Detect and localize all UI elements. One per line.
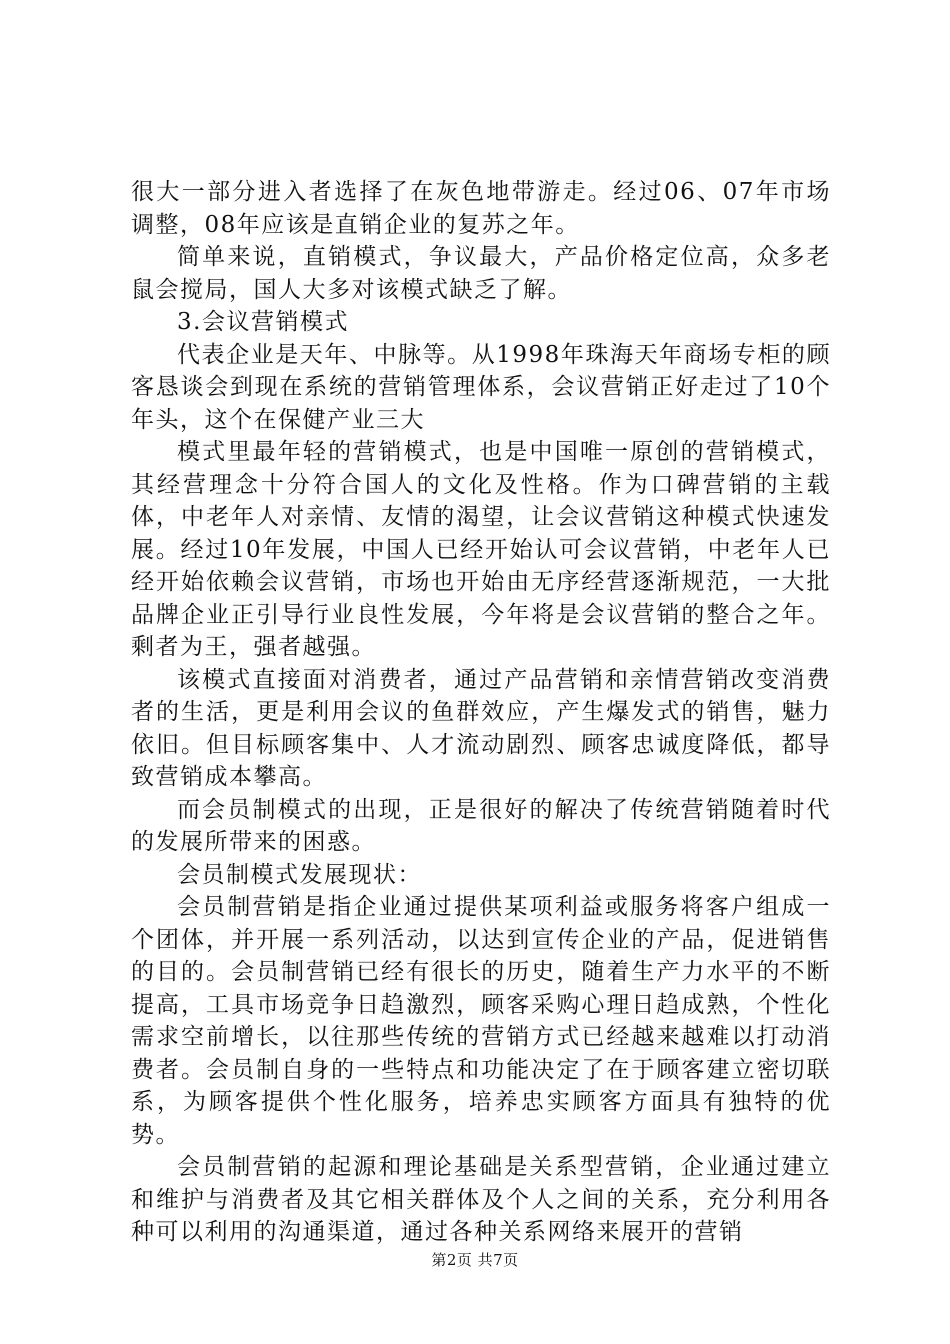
- paragraph: 会员制营销的起源和理论基础是关系型营销，企业通过建立和维护与消费者及其它相关群体及个人之间的关系，充分利用各种可以利用的沟通渠道，通过各种关系网络来展开的营销: [131, 1154, 831, 1245]
- paragraph: 很大一部分进入者选择了在灰色地带游走。经过06、07年市场调整，08年应该是直销企业的复苏之年。: [131, 179, 831, 238]
- page-footer: [0, 1250, 950, 1270]
- body-text: [131, 176, 831, 1249]
- page-number: 第2页 共7页: [431, 1251, 519, 1269]
- paragraph: 而会员制模式的出现，正是很好的解决了传统营销随着时代的发展所带来的困惑。: [131, 796, 831, 855]
- paragraph: 代表企业是天年、中脉等。从1998年珠海天年商场专柜的顾客恳谈会到现在系统的营销管理体系，会议营销正好走过了10个年头，这个在保健产业三大: [131, 341, 831, 433]
- paragraph: 会员制营销是指企业通过提供某项利益或服务将客户组成一个团体，并开展一系列活动，以达到宣传企业的产品，促进销售的目的。会员制营销已经有很长的历史，随着生产力水平的不断提高，工具市场竞争日趋激烈，顾客采购心理日趋成熟，个性化需求空前增长，以往那些传统的营销方式已经越来越难以打动消费者。会员制自身的一些特点和功能决定了在于顾客建立密切联系，为顾客提供个性化服务，培养忠实顾客方面具有独特的优势。: [131, 894, 831, 1148]
- paragraph: 简单来说，直销模式，争议最大，产品价格定位高，众多老鼠会搅局，国人大多对该模式缺乏了解。: [131, 244, 831, 303]
- section-heading: 3.会议营销模式: [177, 309, 349, 335]
- paragraph: 模式里最年轻的营销模式，也是中国唯一原创的营销模式，其经营理念十分符合国人的文化及性格。作为口碑营销的主载体，中老年人对亲情、友情的渴望，让会议营销这种模式快速发展。经过10年发展，中国人已经开始认可会议营销，中老年人已经开始依赖会议营销，市场也开始由无序经营逐渐规范，一大批品牌企业正引导行业良性发展，今年将是会议营销的整合之年。剩者为王，强者越强。: [131, 439, 831, 660]
- paragraph: 该模式直接面对消费者，通过产品营销和亲情营销改变消费者的生活，更是利用会议的鱼群效应，产生爆发式的销售，魅力依旧。但目标顾客集中、人才流动剧烈、顾客忠诚度降低，都导致营销成本攀高。: [131, 666, 831, 790]
- subheading: 会员制模式发展现状：: [177, 861, 422, 888]
